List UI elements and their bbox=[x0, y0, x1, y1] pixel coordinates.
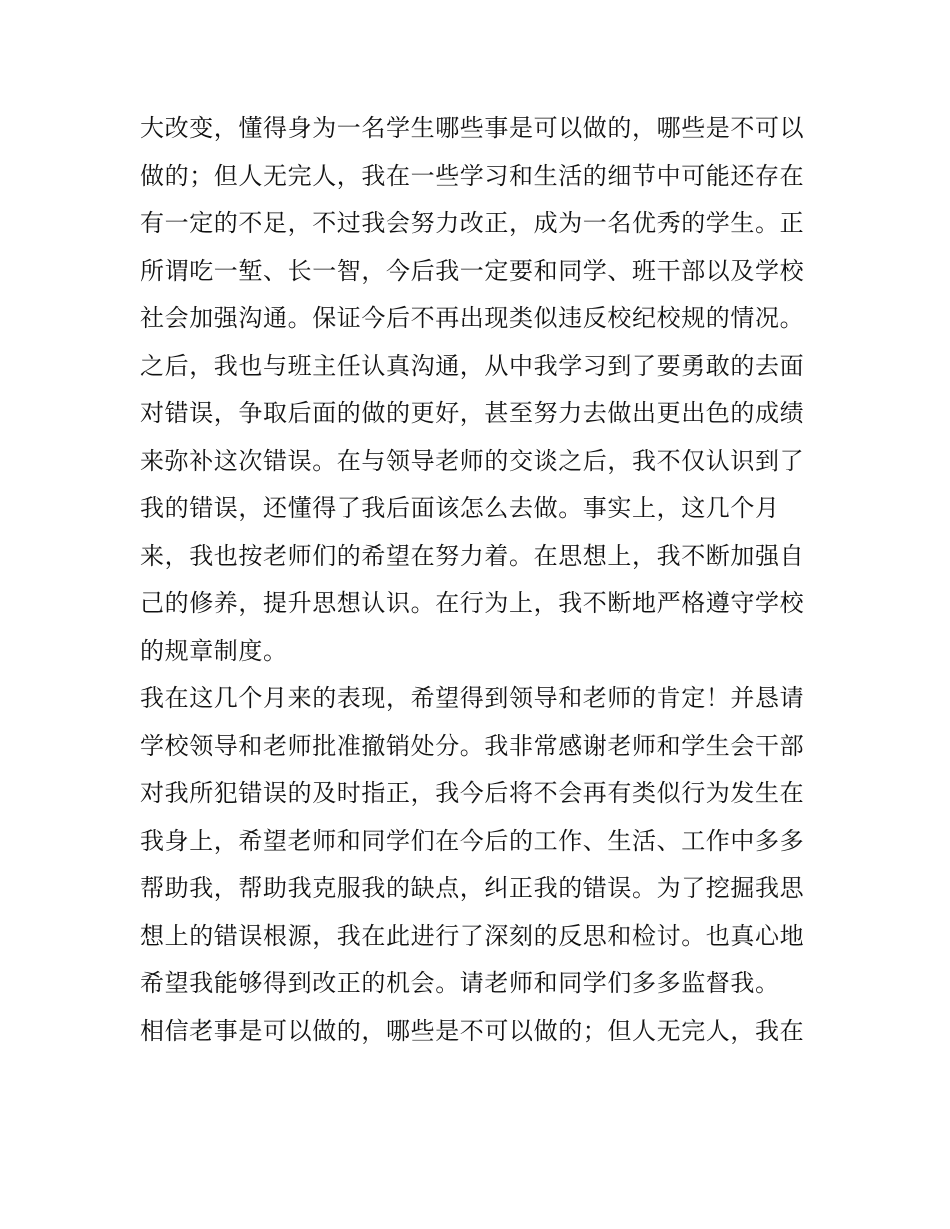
text-line: 我在这几个月来的表现，希望得到领导和老师的肯定！并恳请 bbox=[140, 684, 805, 712]
text-line: 来弥补这次错误。在与领导老师的交谈之后，我不仅认识到了 bbox=[140, 446, 805, 475]
text-line: 来，我也按老师们的希望在努力着。在思想上，我不断加强自 bbox=[140, 541, 805, 570]
text-line: 社会加强沟通。保证今后不再出现类似违反校纪校规的情况。 bbox=[140, 304, 805, 332]
text-line: 的规章制度。 bbox=[140, 636, 288, 665]
text-line: 做的；但人无完人，我在一些学习和生活的细节中可能还存在 bbox=[140, 161, 805, 190]
text-line: 我身上，希望老师和同学们在今后的工作、生活、工作中多多 bbox=[140, 826, 805, 855]
text-line: 大改变，懂得身为一名学生哪些事是可以做的，哪些是不可以 bbox=[140, 114, 805, 142]
text-line: 我的错误，还懂得了我后面该怎么去做。事实上，这几个月 bbox=[140, 494, 780, 522]
text-line: 学校领导和老师批准撤销处分。我非常感谢老师和学生会干部 bbox=[140, 731, 805, 760]
text-line: 对错误，争取后面的做的更好，甚至努力去做出更出色的成绩 bbox=[140, 399, 805, 427]
document-body bbox=[140, 105, 820, 1055]
text-line: 己的修养，提升思想认识。在行为上，我不断地严格遵守学校 bbox=[140, 589, 805, 617]
text-line: 之后，我也与班主任认真沟通，从中我学习到了要勇敢的去面 bbox=[140, 351, 805, 380]
text-line: 对我所犯错误的及时指正，我今后将不会再有类似行为发生在 bbox=[140, 779, 805, 807]
text-line: 相信老事是可以做的，哪些是不可以做的；但人无完人，我在 bbox=[140, 1016, 805, 1045]
text-line: 所谓吃一堑、长一智，今后我一定要和同学、班干部以及学校 bbox=[140, 256, 805, 285]
text-line: 帮助我，帮助我克服我的缺点，纠正我的错误。为了挖掘我思 bbox=[140, 874, 805, 902]
text-line: 希望我能够得到改正的机会。请老师和同学们多多监督我。 bbox=[140, 969, 780, 997]
text-line: 有一定的不足，不过我会努力改正，成为一名优秀的学生。正 bbox=[140, 209, 805, 237]
text-line: 想上的错误根源，我在此进行了深刻的反思和检讨。也真心地 bbox=[140, 921, 805, 950]
